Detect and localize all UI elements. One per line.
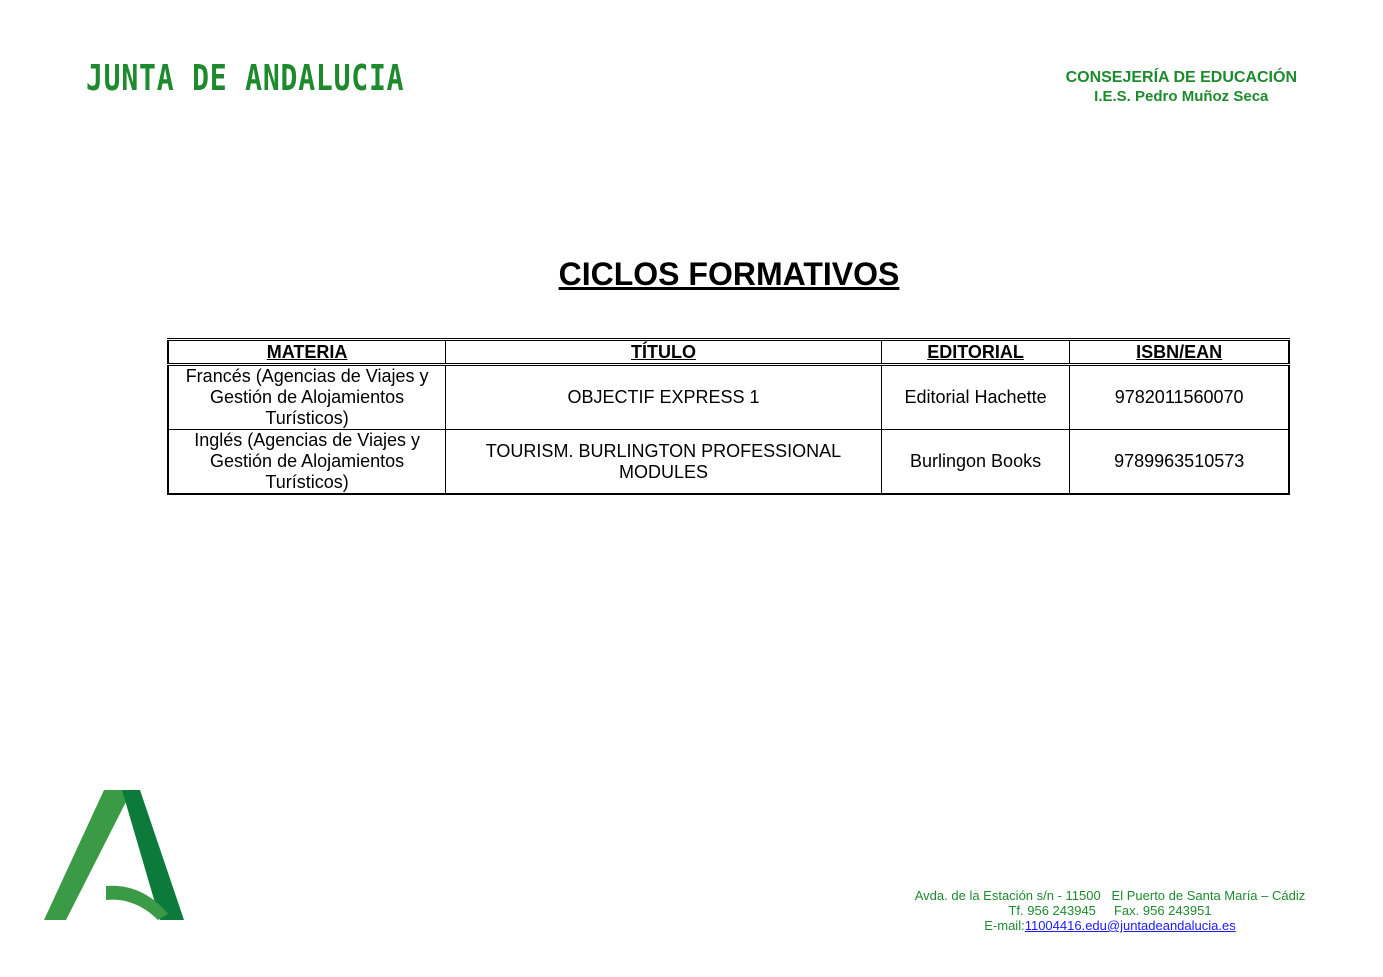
emblem-left-stroke xyxy=(44,790,132,920)
cell-titulo: OBJECTIF EXPRESS 1 xyxy=(446,365,882,430)
footer-email-line xyxy=(895,918,1325,933)
column-header-materia: MATERIA xyxy=(168,340,446,365)
footer-phones: Tf. 956 243945 Fax. 956 243951 xyxy=(1008,903,1212,918)
table-row xyxy=(168,365,1289,430)
footer-email-label: E-mail: xyxy=(984,918,1025,933)
table-row xyxy=(168,430,1289,495)
cell-isbn: 9782011560070 xyxy=(1070,365,1289,430)
school-name: I.E.S. Pedro Muñoz Seca xyxy=(1094,88,1269,105)
cell-isbn: 9789963510573 xyxy=(1070,430,1289,495)
textbook-table xyxy=(167,338,1290,495)
header-institution xyxy=(1066,68,1297,106)
cell-editorial: Editorial Hachette xyxy=(881,365,1070,430)
cell-materia: Francés (Agencias de Viajes y Gestión de Alojamientos Turísticos) xyxy=(168,365,446,430)
column-header-titulo: TÍTULO xyxy=(446,340,882,365)
footer-address: Avda. de la Estación s/n - 11500 El Puerto de Santa María – Cádiz xyxy=(914,888,1306,903)
footer-email-link[interactable]: 11004416.edu@juntadeandalucia.es xyxy=(1024,918,1236,933)
column-header-editorial: EDITORIAL xyxy=(881,340,1070,365)
organization-name: CONSEJERÍA DE EDUCACIÓN xyxy=(1065,69,1297,86)
junta-de-andalucia-emblem-icon xyxy=(44,790,186,922)
table-header-row xyxy=(168,340,1289,365)
cell-editorial: Burlingon Books xyxy=(881,430,1070,495)
footer-contact xyxy=(895,888,1325,933)
column-header-isbn: ISBN/EAN xyxy=(1070,340,1289,365)
cell-materia: Inglés (Agencias de Viajes y Gestión de Alojamientos Turísticos) xyxy=(168,430,446,495)
junta-de-andalucia-logo: JUNTA DE ANDALUCIA xyxy=(86,58,405,99)
cell-titulo: TOURISM. BURLINGTON PROFESSIONAL MODULES xyxy=(446,430,882,495)
page-title: CICLOS FORMATIVOS xyxy=(558,256,900,292)
